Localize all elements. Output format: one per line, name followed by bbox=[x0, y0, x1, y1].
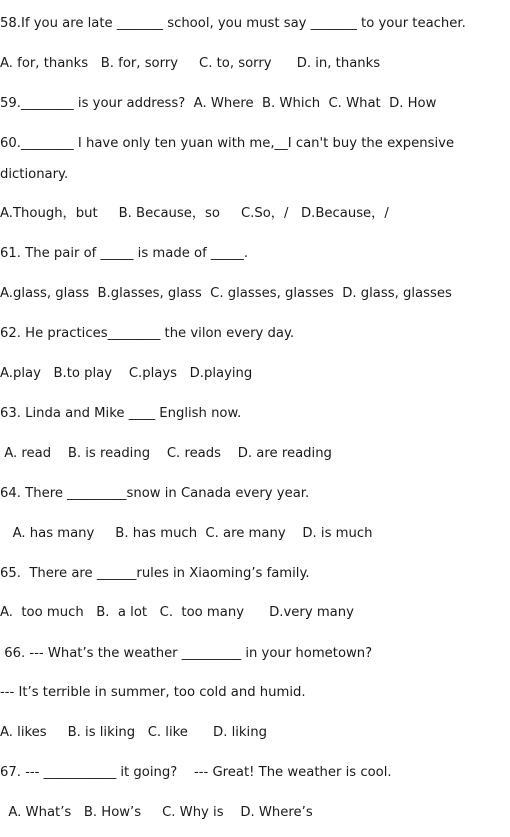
options-64: A. has many B. has much C. are many D. is much bbox=[0, 526, 373, 541]
question-60-cont: dictionary. bbox=[0, 167, 69, 182]
options-62: A.play B.to play C.plays D.playing bbox=[0, 366, 253, 381]
question-58: 58.If you are late _______ school, you must say _______ to your teacher. bbox=[0, 16, 466, 31]
options-58: A. for, thanks B. for, sorry C. to, sorry D. in, thanks bbox=[0, 56, 381, 71]
options-67: A. What’s B. How’s C. Why is D. Where’s bbox=[0, 805, 313, 820]
question-66: 66. --- What’s the weather _________ in your hometown? bbox=[0, 646, 373, 661]
options-61: A.glass, glass B.glasses, glass C. glasses, glasses D. glass, glasses bbox=[0, 286, 452, 301]
question-66-reply: --- It’s terrible in summer, too cold and humid. bbox=[0, 685, 306, 700]
options-63: A. read B. is reading C. reads D. are reading bbox=[0, 446, 332, 461]
options-65: A. too much B. a lot C. too many D.very many bbox=[0, 605, 354, 620]
question-62: 62. He practices________ the vilon every day. bbox=[0, 326, 295, 341]
question-64: 64. There _________snow in Canada every year. bbox=[0, 486, 310, 501]
question-60: 60.________ I have only ten yuan with me,__I can't buy the expensive bbox=[0, 136, 455, 151]
options-60: A.Though，but B. Because，so C.So，/ D.Because，/ bbox=[0, 206, 389, 221]
question-61: 61. The pair of _____ is made of _____. bbox=[0, 246, 249, 261]
question-65: 65. There are ______rules in Xiaoming’s family. bbox=[0, 566, 310, 581]
question-67: 67. --- ___________ it going? --- Great! The weather is cool. bbox=[0, 765, 392, 780]
question-59: 59.________ is your address? A. Where B. Which C. What D. How bbox=[0, 96, 437, 111]
options-66: A. likes B. is liking C. like D. liking bbox=[0, 725, 267, 740]
question-63: 63. Linda and Mike ____ English now. bbox=[0, 406, 242, 421]
